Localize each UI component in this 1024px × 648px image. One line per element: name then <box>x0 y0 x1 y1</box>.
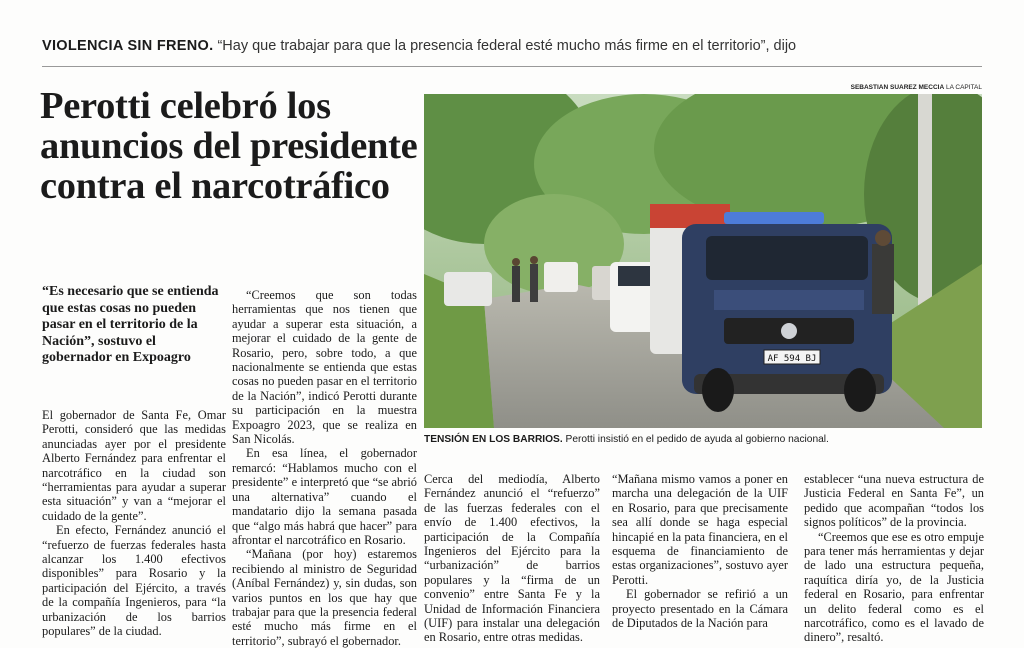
kicker-section: VIOLENCIA SIN FRENO. <box>42 38 214 54</box>
van <box>544 262 578 292</box>
person <box>512 266 520 302</box>
paragraph: “Mañana mismo vamos a poner en marcha una delegación de la UIF en Rosario, para que precisamente sea allí donde se haga especial hincapié en la pata financiera, en el esquema de financiamiento de estas organizaciones”, sostuvo ayer Perotti. <box>612 472 788 587</box>
logo-badge <box>781 323 797 339</box>
paragraph: “Creemos que son todas herramientas que nos tienen que ayudar a superar esta situación, a mejorar el cuidado de la gente de Rosario, pero, sobre todo, a que nacionalmente se entienda que estas cosas no pueden pasar en el territorio de la Nación”, indicó Perotti durante su participación en la muestra Expoagro 2023, que se realiza en San Nicolás. <box>232 288 417 447</box>
hood <box>714 290 864 310</box>
paragraph: En efecto, Fernández anunció el “refuerzo de fuerzas federales hasta alcanzar los 1.400 efectivos disponibles” para Rosario y la participación del Ejército, a través de la compañía Ingenieros, para “la urbanización de los barrios populares” de la ciudad. <box>42 523 226 639</box>
top-divider <box>42 66 982 67</box>
wheel <box>702 368 734 412</box>
paragraph: “Creemos que ese es otro empuje para tener más herramientas y dejar de lado una estructura pequeña, raquítica diría yo, de la Justicia federal en Rosario, para enfrentar un delito federal como es el narcotráfico, como es el lavado de dinero”, resaltó. <box>804 529 984 645</box>
officer-head <box>875 230 891 246</box>
wheel <box>844 368 876 412</box>
person-head <box>530 256 538 264</box>
kicker <box>42 38 982 54</box>
article-column-3 <box>424 472 600 645</box>
paragraph: Cerca del mediodía, Alberto Fernández anunció el “refuerzo” de las fuerzas federales con el envío de 1.400 efectivos, la participación de la Compañía Ingenieros del Ejército para la “urbanización” de barrios populares y la “firma de un convenio” entre Santa Fe y la Unidad de Información Financiera (UIF) para instalar una delegación en Rosario, entre otras medidas. <box>424 472 600 645</box>
article-column-4 <box>612 472 788 630</box>
license-plate-text: AF 594 BJ <box>767 354 817 364</box>
person <box>530 264 538 302</box>
siren-bar <box>724 212 824 224</box>
headline: Perotti celebró los anuncios del presidente contra el narcotráfico <box>40 85 418 207</box>
photo-credit-name: SEBASTIAN SUAREZ MECCIA <box>850 84 945 91</box>
paragraph: “Mañana (por hoy) estaremos recibiendo al ministro de Seguridad (Aníbal Fernández) y, sin dudas, son varios puntos en los que hay que trabajar para que la presencia federal esté mucho más firme en el territorio”, subrayó el gobernador. <box>232 547 417 648</box>
windshield <box>706 236 868 280</box>
paragraph: El gobernador se refirió a un proyecto presentado en la Cámara de Diputados de la Nación para <box>612 587 788 631</box>
utility-pole <box>918 94 932 314</box>
caption-text: Perotti insistió en el pedido de ayuda al gobierno nacional. <box>565 434 829 445</box>
caption-title: TENSIÓN EN LOS BARRIOS. <box>424 434 563 445</box>
photo-credit-outlet: LA CAPITAL <box>945 84 982 91</box>
news-photo <box>424 94 982 428</box>
lead-quote: “Es necesario que se entienda que estas cosas no pueden pasar en el territorio de la Nación”, sostuvo el gobernador en Expoagro <box>42 284 219 365</box>
person-head <box>512 258 520 266</box>
officer <box>872 244 894 314</box>
article-column-5 <box>804 472 984 645</box>
article-column-2 <box>232 288 417 648</box>
photo-caption <box>424 434 984 445</box>
kicker-quote: “Hay que trabajar para que la presencia federal esté mucho más firme en el territorio”, dijo <box>217 38 797 54</box>
article-column-1 <box>42 408 226 639</box>
paragraph: En esa línea, el gobernador remarcó: “Hablamos mucho con el presidente” e interpretó que “se abrió una alternativa” cuando el mandatario dijo la semana pasada que “algo más habrá que hacer” para afrontar el narcotráfico en Rosario. <box>232 446 417 547</box>
paragraph: El gobernador de Santa Fe, Omar Perotti, consideró que las medidas anunciadas ayer por el presidente Alberto Fernández para enfrentar el narcotráfico en la ciudad son “herramientas para ayudar a superar esta situación” y van a “mejorar el cuidado de la gente”. <box>42 408 226 523</box>
parked-car <box>444 272 492 306</box>
photo-credit <box>851 84 982 91</box>
paragraph: establecer “una nueva estructura de Justicia Federal en Santa Fe”, un pedido que acompañan “todos los signos políticos” de la provincia. <box>804 472 984 530</box>
photo-illustration <box>424 94 982 428</box>
